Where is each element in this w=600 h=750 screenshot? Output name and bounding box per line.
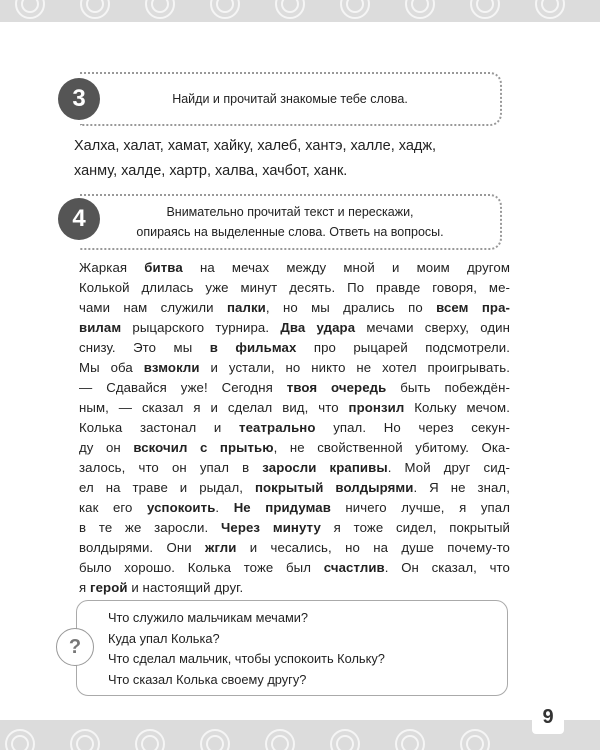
question-mark-icon: ? (56, 628, 94, 666)
story-keyword: Не придумав (233, 500, 331, 515)
story-line (79, 458, 510, 478)
story-line (79, 518, 510, 538)
story-text-segment: про рыцарей подсмотрели. (296, 340, 510, 355)
story-line (79, 538, 510, 558)
story-text-segment: Жаркая (79, 260, 145, 275)
story-text-segment: — Сдавайся уже! Сегодня (79, 380, 287, 395)
word-list-line: ханму, халде, хартр, халва, хачбот, ханк. (74, 163, 348, 179)
story-text-segment: было хорошо. Колька тоже был (79, 560, 324, 575)
story-line (79, 298, 510, 318)
story-text-segment: в те же заросли. (79, 520, 222, 535)
task-4-instruction-line: опираясь на выделенные слова. Ответь на вопросы. (136, 225, 444, 239)
story-keyword: жгли (205, 540, 237, 555)
story-text-segment: быть побеждён- (386, 380, 510, 395)
story-text-segment: Мы оба (79, 360, 144, 375)
story-text-segment: снизу. Это мы (79, 340, 210, 355)
story-keyword: успокоить (146, 500, 216, 515)
story-text-segment: рыцарского турнира. (121, 320, 281, 335)
story-text-segment: ел на траве и рыдал, (79, 480, 255, 495)
story-line (79, 498, 510, 518)
story-text-segment: как его (79, 500, 147, 515)
story-keyword: палки (226, 300, 266, 315)
story-line (79, 358, 510, 378)
task-4-number-badge: 4 (58, 198, 100, 240)
story-line (79, 258, 510, 278)
story-text-segment: , но мы дрались по (265, 300, 437, 315)
question-item: Что сделал мальчик, чтобы успокоить Кольку? (108, 651, 385, 666)
page-number: 9 (532, 700, 564, 734)
questions-list (108, 608, 488, 690)
story-text (79, 258, 510, 598)
story-text-segment: ду он (79, 440, 134, 455)
story-text-segment: Колька застонал и (79, 420, 240, 435)
story-text-segment: чами нам служили (79, 300, 227, 315)
question-item: Что служило мальчикам мечами? (108, 610, 309, 625)
story-keyword: вскочил с прытью (133, 440, 274, 455)
story-text-segment: , не свойственной убитому. Ока- (273, 440, 510, 455)
task-4-instruction-line: Внимательно прочитай текст и перескажи, (166, 205, 414, 219)
story-text-segment: Колькой длилась уже минут десять. По правде говоря, ме- (79, 280, 510, 295)
task-4-instruction-box (80, 194, 502, 250)
story-keyword: всем пра- (436, 300, 510, 315)
story-line (79, 318, 510, 338)
story-text-segment: . (215, 500, 234, 515)
story-text-segment: . Он сказал, что (384, 560, 510, 575)
story-keyword: в фильмах (209, 340, 297, 355)
story-text-segment: мечами сверху, один (355, 320, 511, 335)
story-line (79, 378, 510, 398)
story-text-segment: волдырями. Они (79, 540, 206, 555)
story-text-segment: ным, — сказал я и сделал вид, что (79, 400, 349, 415)
story-text-segment: на мечах между мной и моим другом (182, 260, 510, 275)
top-decorative-band (0, 0, 600, 22)
story-keyword: театрально (239, 420, 316, 435)
story-keyword: вилам (79, 320, 122, 335)
story-line (79, 558, 510, 578)
story-line (79, 278, 510, 298)
story-text-segment: и настоящий друг. (127, 580, 244, 595)
story-keyword: взмокли (143, 360, 200, 375)
task-3-instruction-box (80, 72, 502, 126)
task-3-word-list (74, 134, 494, 184)
story-text-segment: Кольку мечом. (404, 400, 510, 415)
task-3-instruction: Найди и прочитай знакомые тебе слова. (172, 92, 408, 106)
story-line (79, 578, 510, 598)
bottom-decorative-band (0, 720, 600, 750)
story-text-segment: . Я не знал, (413, 480, 510, 495)
story-keyword: заросли крапивы (262, 460, 388, 475)
story-keyword: покрытый волдырями (254, 480, 414, 495)
story-line (79, 398, 510, 418)
swirl-pattern-icon (0, 0, 600, 22)
story-keyword: счастлив (323, 560, 385, 575)
story-keyword: твоя очередь (286, 380, 387, 395)
story-keyword: пронзил (348, 400, 405, 415)
story-text-segment: залось, что он упал в (79, 460, 263, 475)
story-keyword: битва (144, 260, 183, 275)
story-text-segment: я тоже сидел, покрытый (320, 520, 510, 535)
question-item: Что сказал Колька своему другу? (108, 671, 307, 687)
story-text-segment: и устали, но никто не хотел проигрывать. (199, 360, 510, 375)
question-item: Куда упал Колька? (108, 630, 220, 646)
word-list-line: Халха, халат, хамат, хайку, халеб, хантэ, халле, хадж, (74, 138, 437, 154)
task-3-number-badge: 3 (58, 78, 100, 120)
story-text-segment: я (79, 580, 91, 595)
story-keyword: Два удара (280, 320, 356, 335)
story-line (79, 418, 510, 438)
story-text-segment: ничего лучше, я упал (330, 500, 511, 515)
story-line (79, 438, 510, 458)
story-line (79, 478, 510, 498)
story-line (79, 338, 510, 358)
story-keyword: Через минуту (221, 520, 321, 535)
story-keyword: герой (90, 580, 128, 595)
swirl-pattern-icon (0, 720, 600, 750)
story-text-segment: . Мой друг сид- (387, 460, 510, 475)
story-text-segment: упал. Но через секун- (315, 420, 510, 435)
story-text-segment: и чесались, но на душе почему-то (236, 540, 510, 555)
